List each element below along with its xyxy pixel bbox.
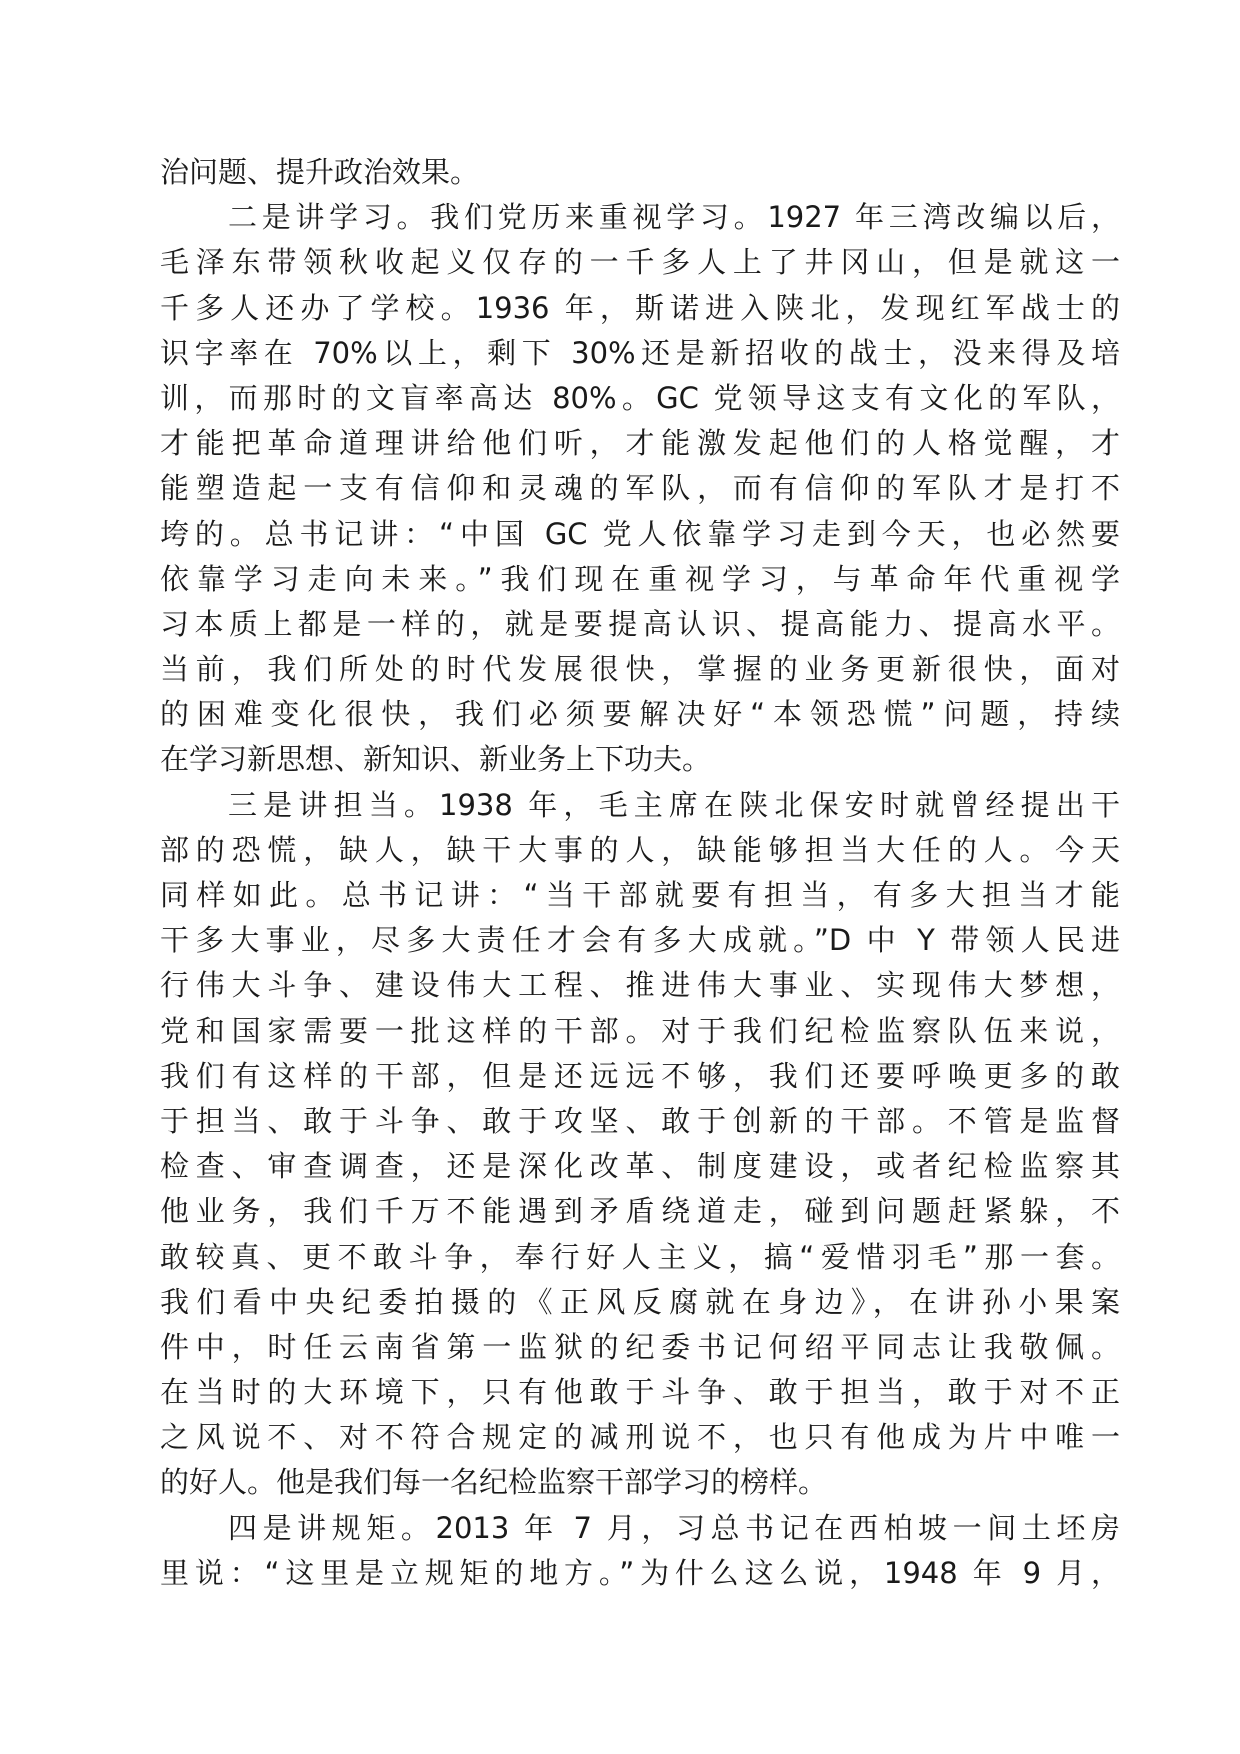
text-line: 才能把革命道理讲给他们听，才能激发起他们的人格觉醒，才 <box>160 426 1120 461</box>
text-line: 四是讲规矩。2013 年 7 月，习总书记在西柏坡一间土坯房 <box>228 1510 1120 1545</box>
text-line: 行伟大斗争、建设伟大工程、推进伟大事业、实现伟大梦想， <box>160 968 1120 1003</box>
text-line: 的困难变化很快，我们必须要解决好“本领恐慌”问题，持续 <box>160 697 1120 732</box>
text-line: 千多人还办了学校。1936 年，斯诺进入陕北，发现红军战士的 <box>160 290 1120 325</box>
text-line: 检查、审查调查，还是深化改革、制度建设，或者纪检监察其 <box>160 1149 1120 1184</box>
text-line: 能塑造起一支有信仰和灵魂的军队，而有信仰的军队才是打不 <box>160 471 1120 506</box>
text-line: 垮的。总书记讲：“中国 GC 党人依靠学习走到今天，也必然要 <box>160 516 1120 551</box>
text-line: 于担当、敢于斗争、敢于攻坚、敢于创新的干部。不管是监督 <box>160 1103 1120 1138</box>
text-line: 我们有这样的干部，但是还远远不够，我们还要呼唤更多的敢 <box>160 1058 1120 1093</box>
text-line: 党和国家需要一批这样的干部。对于我们纪检监察队伍来说， <box>160 1013 1120 1048</box>
body-text <box>160 150 1120 1596</box>
text-line: 部的恐慌，缺人，缺干大事的人，缺能够担当大任的人。今天 <box>160 832 1120 867</box>
text-line: 里说：“这里是立规矩的地方。”为什么这么说，1948 年 9 月， <box>160 1555 1120 1590</box>
text-line: 的好人。他是我们每一名纪检监察干部学习的榜样。 <box>160 1465 828 1500</box>
text-line: 当前，我们所处的时代发展很快，掌握的业务更新很快，面对 <box>160 652 1120 687</box>
text-line: 习本质上都是一样的，就是要提高认识、提高能力、提高水平。 <box>160 606 1120 641</box>
text-line: 同样如此。总书记讲：“当干部就要有担当，有多大担当才能 <box>160 878 1120 912</box>
text-line: 在学习新思想、新知识、新业务上下功夫。 <box>160 742 712 777</box>
text-line: 二是讲学习。我们党历来重视学习。1927 年三湾改编以后， <box>228 200 1120 235</box>
text-line: 训，而那时的文盲率高达 80%。GC 党领导这支有文化的军队， <box>160 380 1120 415</box>
text-line: 毛泽东带领秋收起义仅存的一千多人上了井冈山，但是就这一 <box>160 245 1120 280</box>
text-line: 干多大事业，尽多大责任才会有多大成就。”D 中 Y 带领人民进 <box>160 923 1120 958</box>
text-line: 他业务，我们千万不能遇到矛盾绕道走，碰到问题赶紧躲，不 <box>160 1194 1120 1229</box>
text-line: 件中，时任云南省第一监狱的纪委书记何绍平同志让我敬佩。 <box>160 1329 1120 1364</box>
text-line: 依靠学习走向未来。”我们现在重视学习，与革命年代重视学 <box>160 561 1120 596</box>
text-line: 治问题、提升政治效果。 <box>160 155 480 189</box>
text-line: 在当时的大环境下，只有他敢于斗争、敢于担当，敢于对不正 <box>160 1375 1120 1410</box>
text-line: 之风说不、对不符合规定的减刑说不，也只有他成为片中唯一 <box>160 1420 1120 1455</box>
text-line: 三是讲担当。1938 年，毛主席在陕北保安时就曾经提出干 <box>228 787 1120 822</box>
text-line: 我们看中央纪委拍摄的《正风反腐就在身边》，在讲孙小果案 <box>160 1284 1120 1319</box>
text-line: 识字率在 70%以上，剩下 30%还是新招收的战士，没来得及培 <box>160 335 1120 370</box>
text-line: 敢较真、更不敢斗争，奉行好人主义，搞“爱惜羽毛”那一套。 <box>160 1239 1120 1274</box>
